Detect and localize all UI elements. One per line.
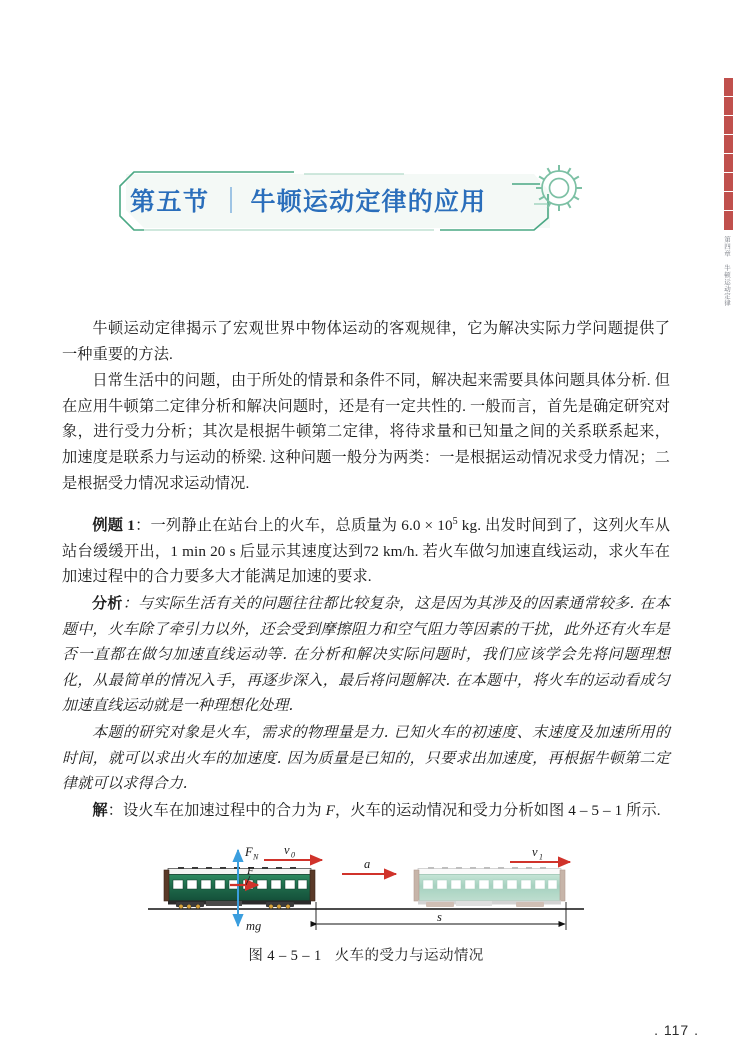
example-label: 例题 1 <box>92 517 135 535</box>
edge-tab-segment <box>724 97 733 116</box>
section-number: 第五节 <box>130 187 210 216</box>
solution-label: 解 <box>92 801 108 819</box>
edge-tab-segment <box>724 116 733 135</box>
page-number: . 117 . <box>654 1022 699 1038</box>
edge-tab-segment <box>724 78 733 97</box>
chapter-edge-tab <box>724 78 733 230</box>
example-time-value: 1 min 20 s <box>170 542 236 560</box>
solution-text-2: ，火车的运动情况和受力分析如图 4 – 5 – 1 所示. <box>335 801 661 819</box>
analysis-colon: ： <box>122 594 139 612</box>
analysis-text: 与实际生活有关的问题往往都比较复杂，这是因为其涉及的因素通常较多. 在本题中，火车除了牵引力以外，还会受到摩擦阻力和空气阻力等因素的干扰，此外还有火车是否一直都在做匀加速直线运动等. 在分析和解决实际问题时，我们应该学会先将问题理想化，从最简单的情况入手，再逐步深入，最后将问题解决. 在本题中，将火车的运动看成匀加速直线运动就是一种理想化处理. <box>62 594 670 715</box>
edge-tab-segment <box>724 154 733 173</box>
label-normal-force: F <box>245 845 253 859</box>
analysis-label: 分析 <box>92 594 123 612</box>
analysis-paragraph-2: 本题的研究对象是火车，需求的物理量是力. 已知火车的初速度、末速度及加速所用的时间，就可以求出火车的加速度. 因为质量是已知的，只要求出加速度，再根据牛顿第二定律就可以求得合力. <box>62 722 670 793</box>
page-body <box>62 316 670 824</box>
edge-tab-segment <box>724 192 733 211</box>
paragraph-intro-1: 牛顿运动定律揭示了宏观世界中物体运动的客观规律，它为解决实际力学问题提供了一种重要的方法. <box>62 320 670 363</box>
example-speed-value: 72 km/h <box>363 542 415 560</box>
solution-symbol-f: F <box>325 801 336 819</box>
example-text-1: 一列静止在站台上的火车，总质量为 <box>150 517 402 535</box>
label-initial-velocity: v <box>284 843 290 857</box>
label-weight: mg <box>246 919 262 933</box>
train-car-ghost <box>414 867 565 907</box>
figure-caption-number: 图 4 – 5 – 1 <box>248 948 322 964</box>
example-text-4: . 若火车做匀加速直线运动，求火车在加速过程中的合力要多大才能满足加速的要求. <box>62 542 670 586</box>
example-problem <box>62 509 670 590</box>
label-final-velocity-sub: 1 <box>539 852 543 862</box>
figure-4-5-1 <box>146 842 586 977</box>
label-final-velocity: v <box>532 845 538 859</box>
section-title: 牛顿运动定律的应用 <box>250 187 487 216</box>
paragraph-intro-2: 日常生活中的问题，由于所处的情景和条件不同，解决起来需要具体问题具体分析. 但在应用牛顿第二定律分析和解决问题时，还是有一定共性的. 一般而言，首先是确定研究对象，进行受力分析；其次是根据牛顿第二定律，将待求量和已知量之间的关系联系起来，加速度是联系力与运动的桥梁. 这种问题一般分为两类：一是根据运动情况求受力情况；二是根据受力情况求运动情况. <box>62 372 670 492</box>
example-mass-unit: kg <box>457 517 478 535</box>
section-header-divider <box>230 187 232 213</box>
solution-paragraph <box>62 798 670 824</box>
edge-tab-segment <box>724 211 733 230</box>
edge-tab-segment <box>724 135 733 154</box>
figure-caption-text: 火车的受力与运动情况 <box>334 948 484 964</box>
example-mass-value: 6.0 × 10 <box>401 517 453 535</box>
chapter-edge-label: 第四章 牛顿运动定律 <box>723 236 730 307</box>
example-mass-exponent: 5 <box>452 516 458 528</box>
analysis-paragraph <box>62 591 670 719</box>
label-normal-force-sub: N <box>253 852 259 862</box>
solution-colon: ： <box>107 801 123 819</box>
label-displacement: s <box>437 910 442 924</box>
example-colon: ： <box>134 517 151 535</box>
label-acceleration: a <box>364 857 371 871</box>
label-initial-velocity-sub: 0 <box>291 850 295 860</box>
section-header-banner <box>104 158 604 242</box>
example-text-3: 后显示其速度达到 <box>235 542 364 560</box>
example-text-2: . 出发时间到了，这列火车从站台缓缓开出， <box>62 517 671 560</box>
train-car-solid <box>164 867 315 909</box>
edge-tab-segment <box>724 173 733 192</box>
figure-caption <box>146 944 586 965</box>
solution-text-1: 设火车在加速过程中的合力为 <box>122 801 326 819</box>
label-traction: F <box>247 865 254 877</box>
